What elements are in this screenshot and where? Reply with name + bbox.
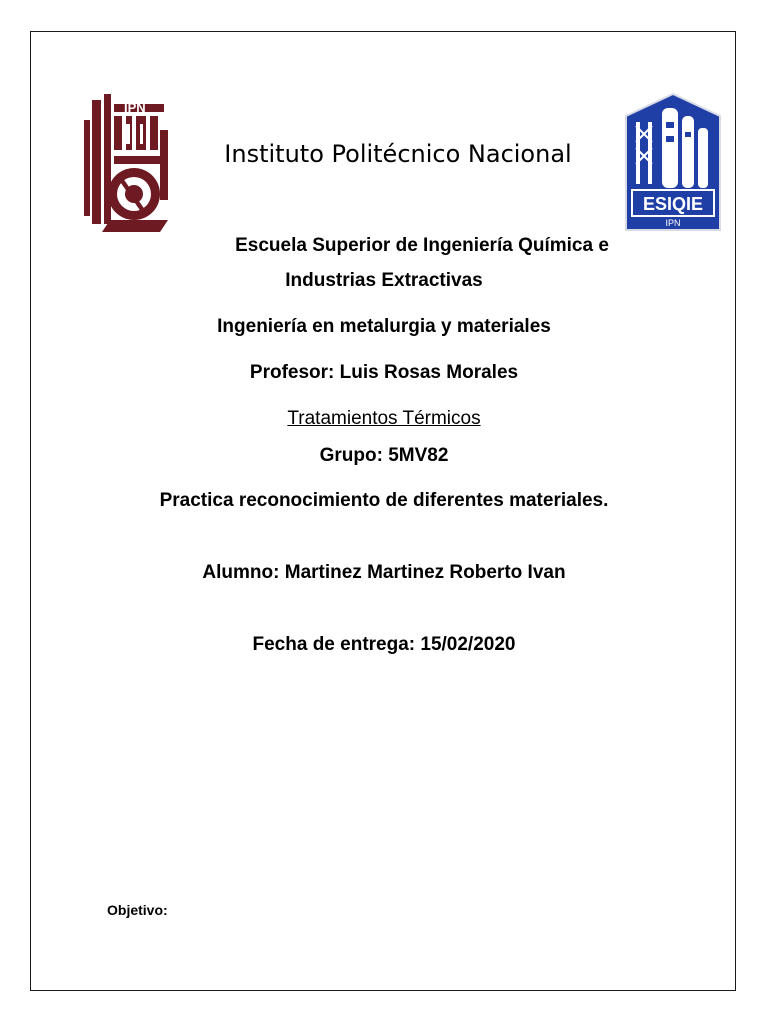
career-name: Ingeniería en metalurgia y materiales xyxy=(217,316,551,337)
school-name-line1: Escuela Superior de Ingeniería Química e xyxy=(235,235,609,256)
esiqie-logo-subtext: IPN xyxy=(665,218,681,228)
due-date: Fecha de entrega: 15/02/2020 xyxy=(252,634,516,655)
subject-title: Tratamientos Térmicos xyxy=(287,408,481,429)
group-code: Grupo: 5MV82 xyxy=(319,445,449,466)
student-name: Alumno: Martinez Martinez Roberto Ivan xyxy=(202,562,566,583)
ipn-logo-text: IPN xyxy=(124,100,146,115)
esiqie-logo-text: ESIQIE xyxy=(642,194,704,214)
professor-name: Profesor: Luis Rosas Morales xyxy=(249,362,519,383)
practice-title: Practica reconocimiento de diferentes materiales. xyxy=(159,490,609,511)
objective-label: Objetivo: xyxy=(107,902,168,918)
institute-title: Instituto Politécnico Nacional xyxy=(224,140,572,168)
school-name-line2: Industrias Extractivas xyxy=(285,270,483,291)
